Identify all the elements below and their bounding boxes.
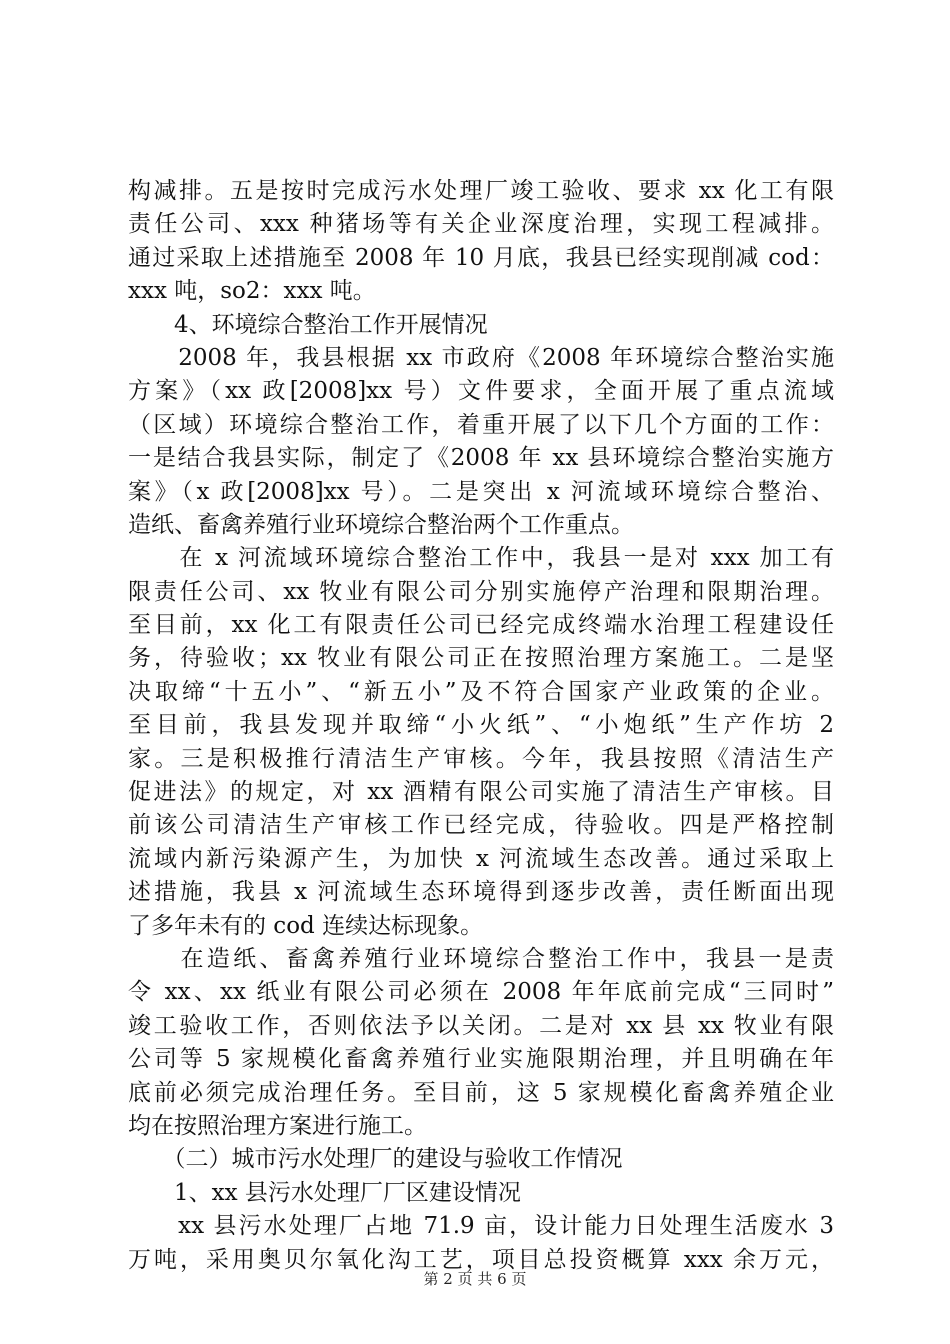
text-line: 流域内新污染源产生，为加快 x 河流域生态改善。通过采取上: [128, 845, 834, 872]
text-line: 底前必须完成治理任务。至目前，这 5 家规模化畜禽养殖企业: [128, 1079, 834, 1106]
text-line: （二）城市污水处理厂的建设与验收工作情况: [128, 1146, 623, 1173]
text-line: 方案》（xx 政[2008]xx 号）文件要求，全面开展了重点流域: [128, 378, 834, 405]
text-line: 1、xx 县污水处理厂厂区建设情况: [128, 1179, 521, 1206]
text-line: 述措施，我县 x 河流域生态环境得到逐步改善，责任断面出现: [128, 879, 834, 906]
text-line: （区域）环境综合整治工作，着重开展了以下几个方面的工作：: [128, 411, 834, 438]
text-line: 务，待验收；xx 牧业有限公司正在按照治理方案施工。二是坚: [128, 645, 834, 672]
text-line: 令 xx、xx 纸业有限公司必须在 2008 年年底前完成“三同时”: [128, 979, 834, 1006]
page-footer: 第 2 页 共 6 页: [423, 1270, 527, 1288]
text-line: 一是结合我县实际，制定了《2008 年 xx 县环境综合整治实施方: [128, 445, 834, 472]
text-line: 案》（x 政[2008]xx 号）。二是突出 x 河流域环境综合整治、: [128, 478, 834, 505]
text-line: 造纸、畜禽养殖行业环境综合整治两个工作重点。: [128, 511, 634, 538]
text-line: 2008 年，我县根据 xx 市政府《2008 年环境综合整治实施: [128, 344, 834, 371]
text-line: 家。三是积极推行清洁生产审核。今年，我县按照《清洁生产: [128, 745, 834, 772]
text-line: 在造纸、畜禽养殖行业环境综合整治工作中，我县一是责: [128, 945, 834, 972]
text-line: 至目前，我县发现并取缔“小火纸”、“小炮纸”生产作坊 2: [128, 712, 834, 739]
text-line: 前该公司清洁生产审核工作已经完成，待验收。四是严格控制: [128, 812, 834, 839]
text-line: xxx 吨，so2：xxx 吨。: [128, 278, 376, 305]
text-line: 了多年未有的 cod 连续达标现象。: [128, 912, 484, 939]
text-line: 构减排。五是按时完成污水处理厂竣工验收、要求 xx 化工有限: [128, 178, 834, 204]
text-line: xx 县污水处理厂占地 71.9 亩，设计能力日处理生活废水 3: [128, 1213, 834, 1240]
text-line: 公司等 5 家规模化畜禽养殖行业实施限期治理，并且明确在年: [128, 1046, 834, 1073]
text-line: 通过采取上述措施至 2008 年 10 月底，我县已经实现削减 cod：: [128, 244, 834, 271]
text-line: 竣工验收工作，否则依法予以关闭。二是对 xx 县 xx 牧业有限: [128, 1012, 834, 1039]
text-line: 至目前，xx 化工有限责任公司已经完成终端水治理工程建设任: [128, 612, 834, 639]
text-line: 限责任公司、xx 牧业有限公司分别实施停产治理和限期治理。: [128, 578, 834, 605]
text-line: 决取缔“十五小”、“新五小”及不符合国家产业政策的企业。: [128, 678, 834, 705]
text-line: 在 x 河流域环境综合整治工作中，我县一是对 xxx 加工有: [128, 545, 834, 572]
body-text: [128, 175, 834, 1277]
text-line: 均在按照治理方案进行施工。: [128, 1112, 427, 1139]
text-line: 促进法》的规定，对 xx 酒精有限公司实施了清洁生产审核。目: [128, 779, 834, 806]
text-line: 万吨，采用奥贝尔氧化沟工艺，项目总投资概算 xxx 余万元，: [128, 1246, 834, 1273]
text-line: 4、环境综合整治工作开展情况: [128, 311, 488, 338]
text-line: 责任公司、xxx 种猪场等有关企业深度治理，实现工程减排。: [128, 211, 834, 238]
